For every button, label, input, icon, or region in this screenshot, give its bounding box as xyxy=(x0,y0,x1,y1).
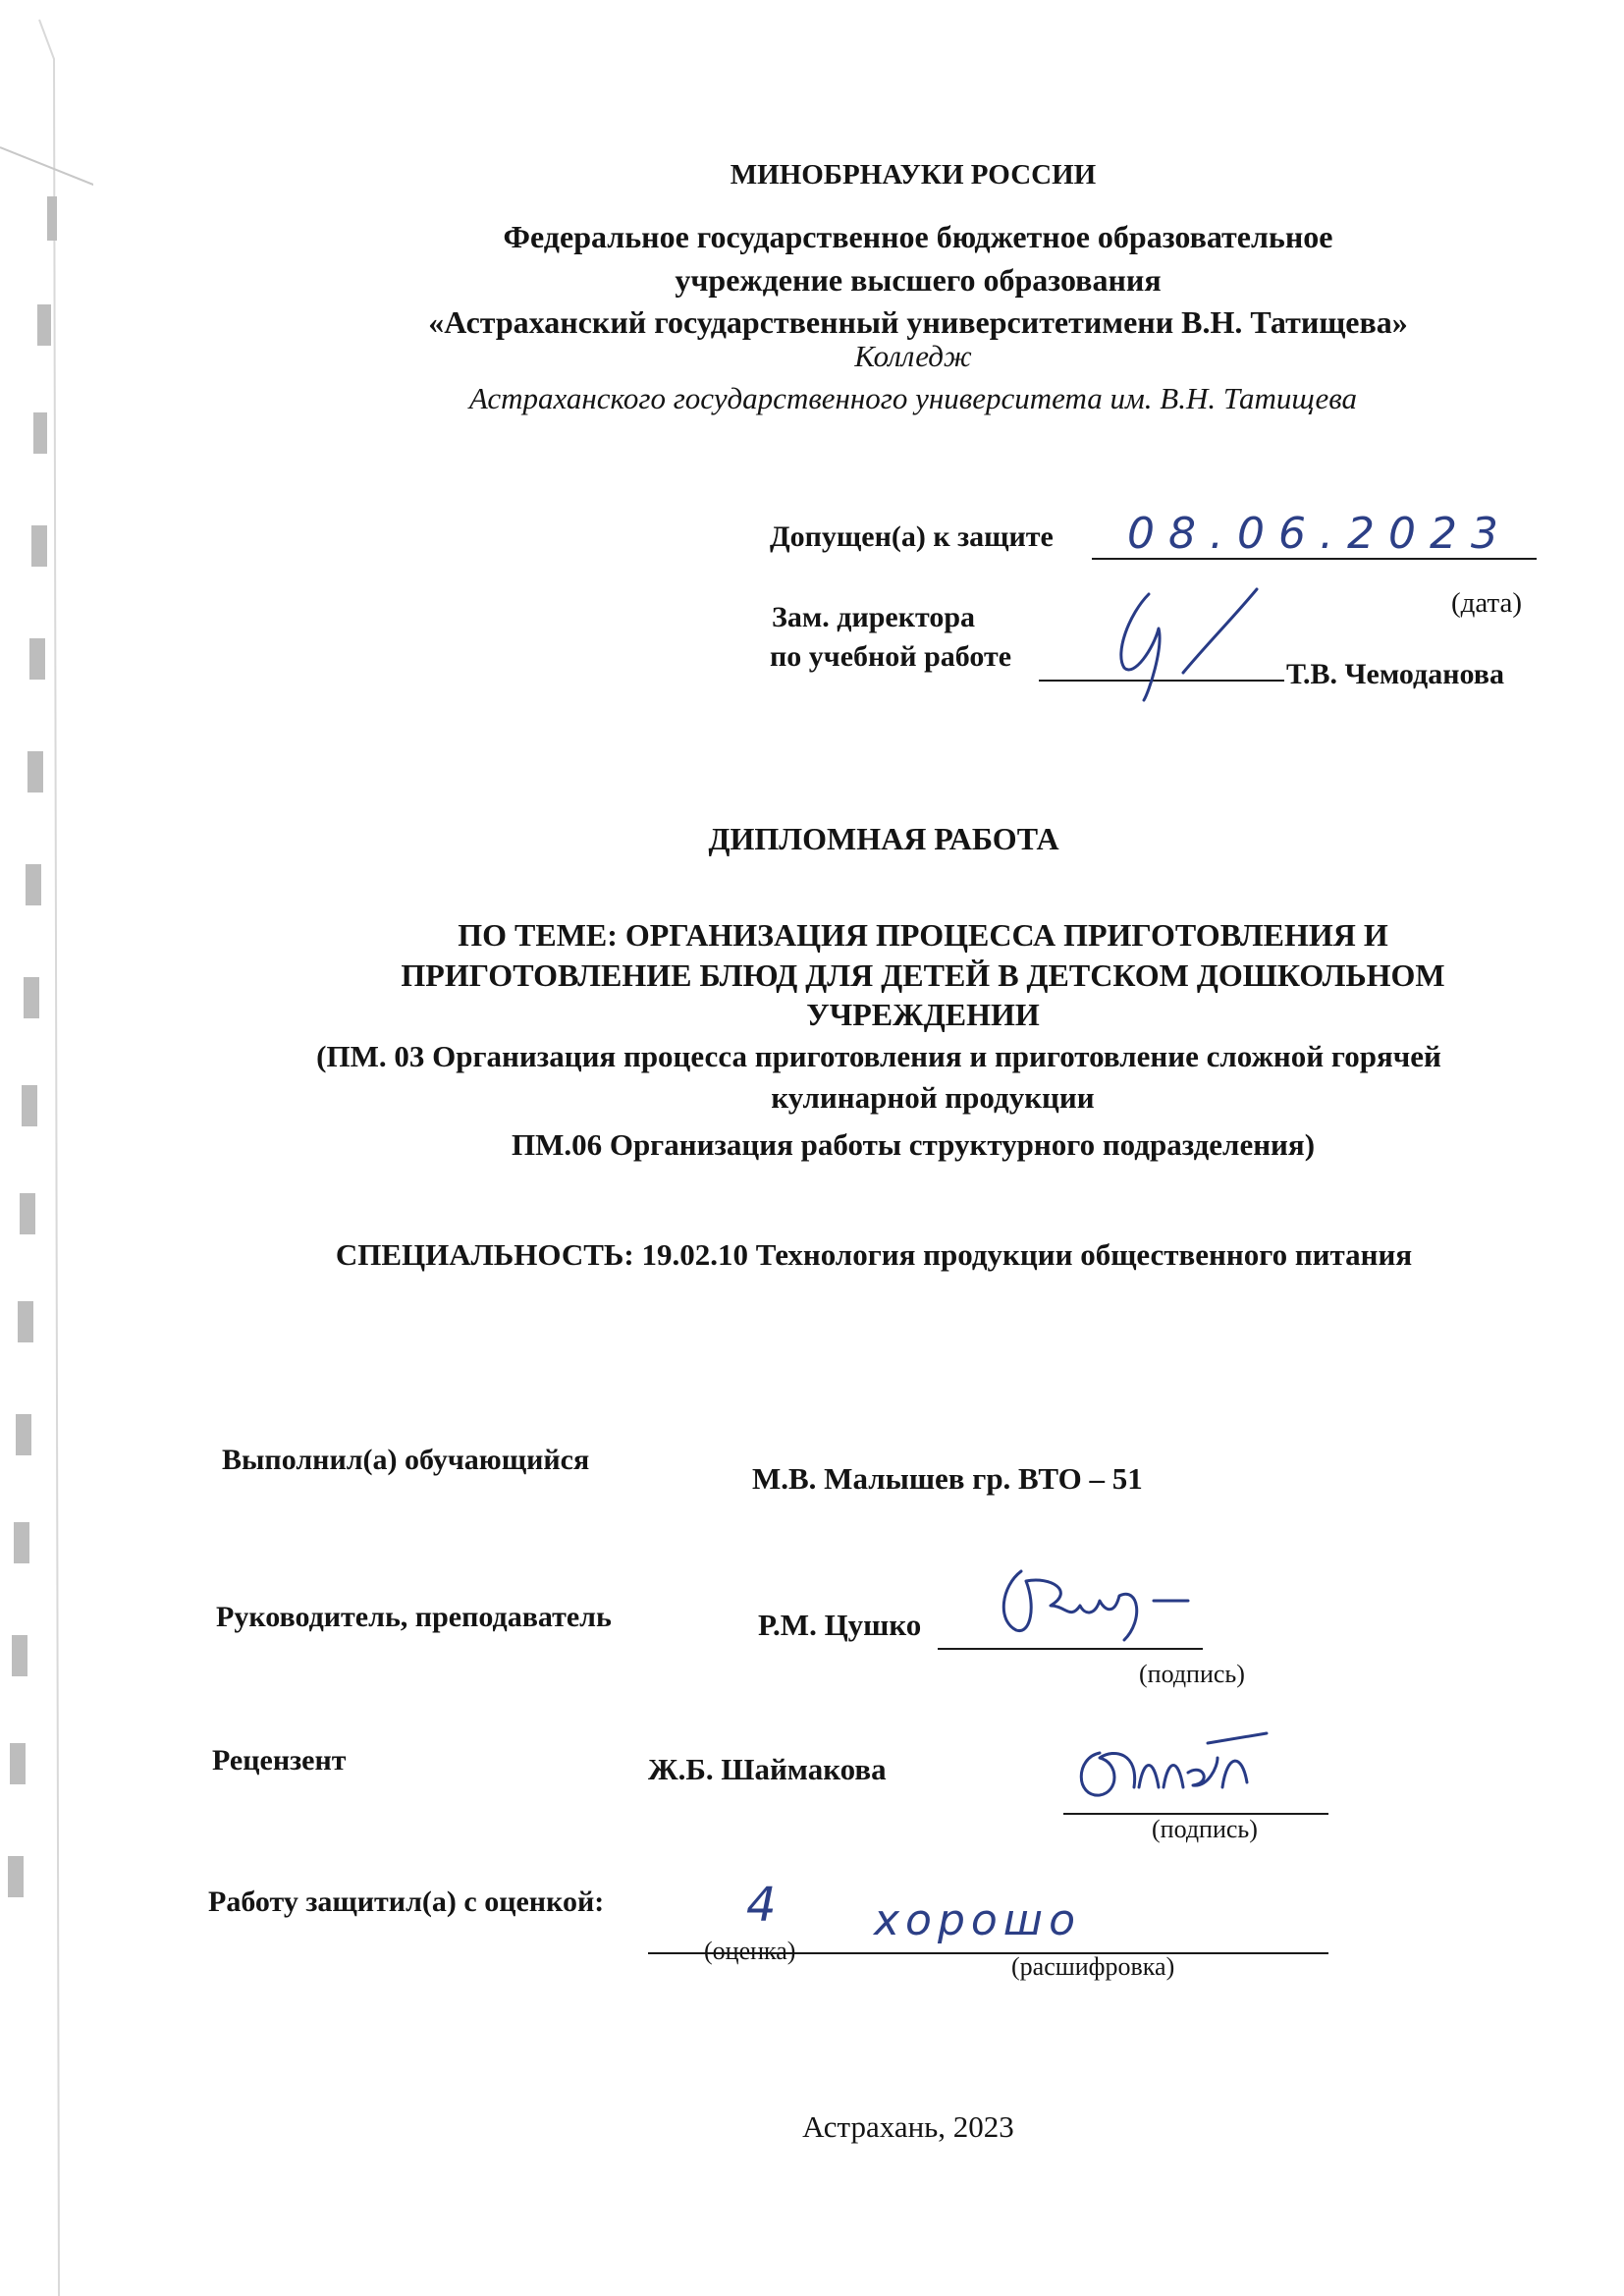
module-line-3: ПМ.06 Организация работы структурного подразделения) xyxy=(511,1127,1316,1162)
grade-label: Работу защитил(а) с оценкой: xyxy=(208,1886,605,1918)
grade-decoding-caption: (расшифровка) xyxy=(1011,1952,1175,1981)
institution-line-1: Федеральное государственное бюджетное образовательное xyxy=(503,219,1333,254)
institution-line-3: «Астраханский государственный университетимени В.Н. Татищева» xyxy=(428,304,1408,340)
grade-score-caption: (оценка) xyxy=(704,1937,796,1965)
binding-edge xyxy=(0,0,93,2296)
supervisor-name: Р.М. Цушко xyxy=(758,1608,922,1642)
deputy-signature xyxy=(1110,574,1267,707)
college-line-2: Астраханского государственного университета им. В.Н. Татищева xyxy=(468,381,1358,415)
student-value: М.В. Малышев гр. ВТО – 51 xyxy=(752,1461,1143,1496)
deputy-label-line-2: по учебной работе xyxy=(770,640,1012,673)
topic-line-3: УЧРЕЖДЕНИИ xyxy=(806,997,1040,1032)
institution-line-2: учреждение высшего образования xyxy=(675,262,1162,298)
specialty-line: СПЕЦИАЛЬНОСТЬ: 19.02.10 Технология продукции общественного питания xyxy=(335,1237,1413,1272)
reviewer-label: Рецензент xyxy=(212,1744,347,1777)
grade-score-handwritten: 4 xyxy=(746,1878,786,1933)
module-line-2: кулинарной продукции xyxy=(771,1080,1095,1115)
grade-words-handwritten: хорошо xyxy=(874,1895,1081,1945)
date-caption: (дата) xyxy=(1451,587,1523,619)
document-type-heading: ДИПЛОМНАЯ РАБОТА xyxy=(708,821,1059,856)
college-line-1: Колледж xyxy=(854,339,972,373)
reviewer-name: Ж.Б. Шаймакова xyxy=(648,1752,887,1786)
deputy-label-line-1: Зам. директора xyxy=(772,601,976,633)
city-year: Астрахань, 2023 xyxy=(802,2109,1014,2144)
supervisor-signature xyxy=(992,1561,1208,1650)
reviewer-signature-caption: (подпись) xyxy=(1152,1815,1258,1843)
admission-date-handwritten: 08.06.2023 xyxy=(1127,509,1512,559)
deputy-name: Т.В. Чемоданова xyxy=(1286,658,1504,690)
module-line-1: (ПМ. 03 Организация процесса приготовления и приготовление сложной горячей xyxy=(316,1039,1441,1073)
ministry-heading: МИНОБРНАУКИ РОССИИ xyxy=(730,159,1097,191)
topic-line-1: ПО ТЕМЕ: ОРГАНИЗАЦИЯ ПРОЦЕССА ПРИГОТОВЛЕНИЯ И xyxy=(458,917,1388,953)
reviewer-signature xyxy=(1070,1728,1276,1817)
student-label: Выполнил(а) обучающийся xyxy=(222,1444,590,1476)
supervisor-signature-caption: (подпись) xyxy=(1139,1660,1245,1688)
topic-line-2: ПРИГОТОВЛЕНИЕ БЛЮД ДЛЯ ДЕТЕЙ В ДЕТСКОМ ДОШКОЛЬНОМ xyxy=(401,957,1445,993)
admission-label: Допущен(а) к защите xyxy=(770,520,1054,553)
supervisor-label: Руководитель, преподаватель xyxy=(216,1601,612,1633)
